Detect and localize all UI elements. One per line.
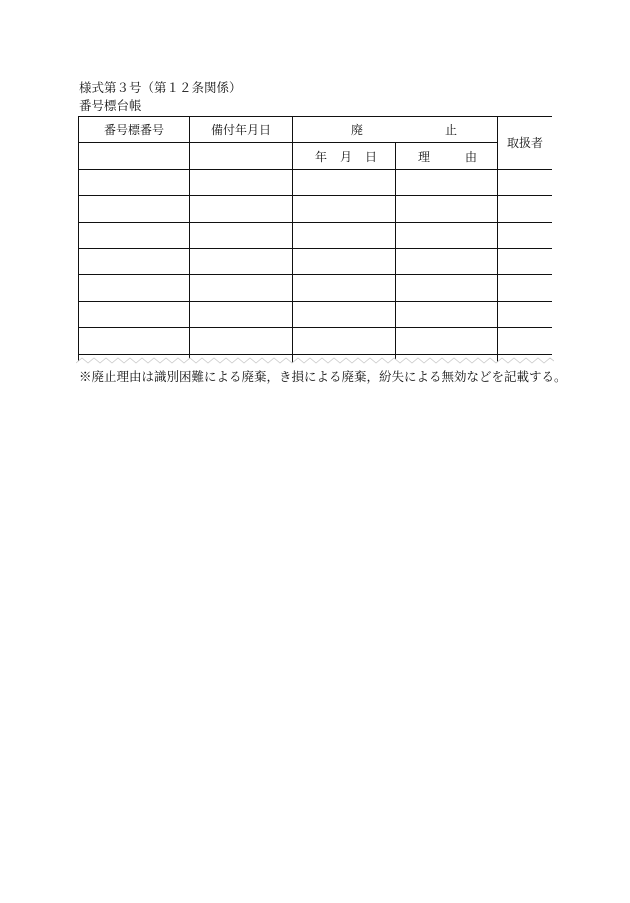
table-cell (190, 328, 293, 354)
table-cell (396, 301, 498, 327)
table-cell (190, 275, 293, 301)
table-cell (293, 222, 396, 248)
document-title: 番号標台帳 (79, 98, 142, 113)
subheader-number-empty (79, 143, 190, 169)
table-row (79, 169, 553, 195)
ledger-table (78, 116, 552, 364)
table-cell (498, 328, 553, 354)
table-cell (190, 169, 293, 195)
table-cell (79, 301, 190, 327)
table-cell (79, 328, 190, 354)
table-cell (293, 196, 396, 222)
subheader-reason-char1: 理 (418, 149, 431, 164)
header-abolition-char2: 止 (444, 123, 457, 138)
subheader-day: 日 (364, 149, 377, 164)
table-cell (498, 275, 553, 301)
table-cell (190, 222, 293, 248)
table-cell (293, 169, 396, 195)
table-cell (190, 301, 293, 327)
subheader-month: 月 (339, 149, 352, 164)
table-tear-edge (76, 354, 554, 368)
header-row (79, 117, 553, 143)
table-row (79, 301, 553, 327)
table-cell (396, 275, 498, 301)
table-cell (293, 301, 396, 327)
table-cell (396, 222, 498, 248)
table-row (79, 196, 553, 222)
subheader-date-installed-empty (190, 143, 293, 169)
table-row (79, 328, 553, 354)
subheader-row (79, 143, 553, 169)
table-row (79, 222, 553, 248)
header-abolition-char1: 廃 (351, 123, 364, 138)
table-cell (79, 275, 190, 301)
ledger-table-container (78, 116, 552, 364)
header-date-installed: 備付年月日 (190, 117, 293, 143)
table-cell (79, 222, 190, 248)
table-cell (396, 328, 498, 354)
table-cell (498, 169, 553, 195)
subheader-date (293, 143, 396, 169)
form-label: 様式第３号（第１２条関係） (79, 80, 242, 95)
table-row (79, 248, 553, 274)
table-cell (79, 196, 190, 222)
table-cell (293, 328, 396, 354)
table-cell (190, 196, 293, 222)
subheader-reason (396, 143, 498, 169)
header-abolition (293, 117, 498, 143)
footnote: ※廃止理由は識別困難による廃棄，き損による廃棄，紛失による無効などを記載する。 (79, 369, 567, 384)
table-cell (79, 169, 190, 195)
subheader-year: 年 (315, 149, 328, 164)
subheader-reason-char2: 由 (464, 149, 477, 164)
table-cell (498, 248, 553, 274)
table-cell (498, 222, 553, 248)
table-cell (293, 248, 396, 274)
table-cell (293, 275, 396, 301)
table-cell (396, 169, 498, 195)
table-cell (498, 196, 553, 222)
table-cell (498, 301, 553, 327)
header-handler: 取扱者 (498, 117, 553, 170)
table-row (79, 275, 553, 301)
table-cell (396, 248, 498, 274)
table-cell (396, 196, 498, 222)
header-number: 番号標番号 (79, 117, 190, 143)
table-cell (190, 248, 293, 274)
table-cell (79, 248, 190, 274)
